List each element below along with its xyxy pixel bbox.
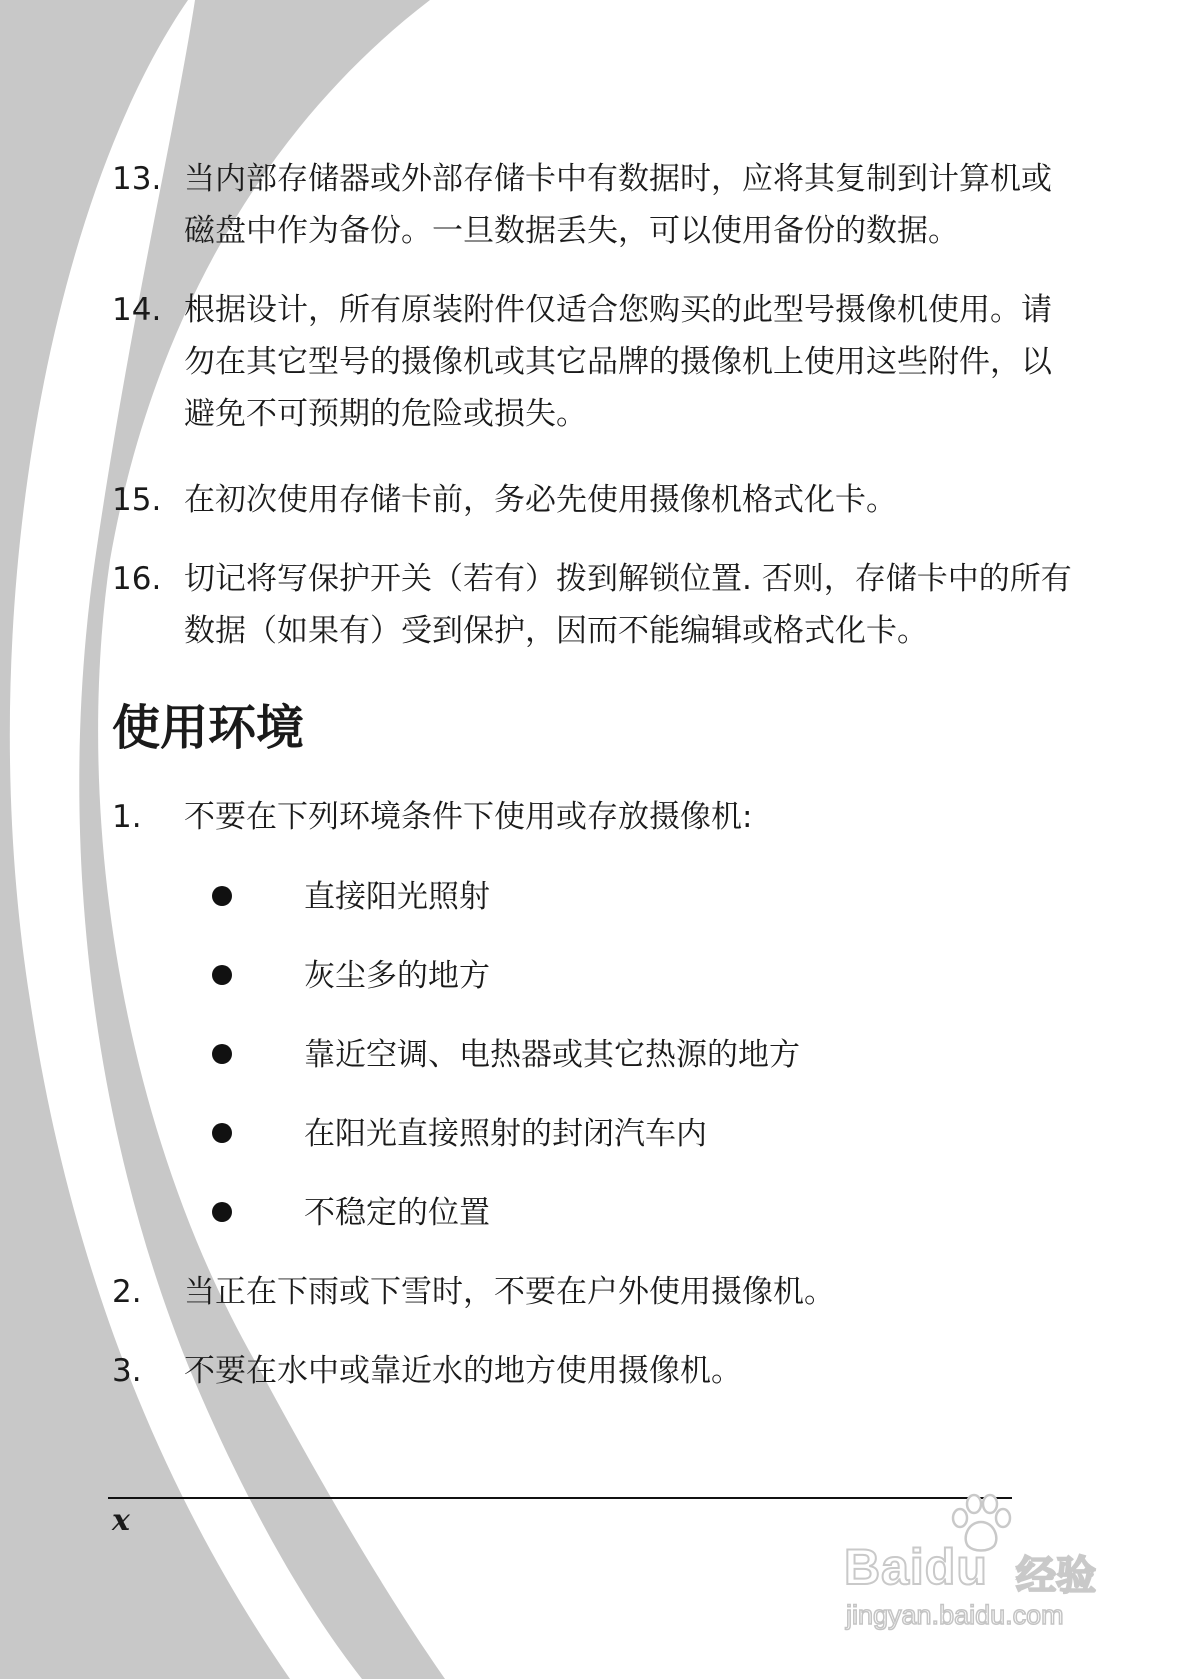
bullet-text: 在阳光直接照射的封闭汽车内 — [304, 1116, 707, 1152]
bullet-text: 靠近空调、电热器或其它热源的地方 — [304, 1037, 800, 1073]
item-number: 15. — [112, 482, 162, 518]
bullet-item — [212, 1108, 1012, 1160]
item-text: 当正在下雨或下雪时，不要在户外使用摄像机。 — [184, 1274, 835, 1310]
bullet-text: 直接阳光照射 — [304, 879, 490, 915]
page-number: x — [112, 1503, 130, 1538]
bullet-dot-icon — [212, 1044, 232, 1064]
bullet-item — [212, 1187, 1012, 1239]
watermark-brand: Baidu — [844, 1539, 988, 1595]
item-text: 当内部存储器或外部存储卡中有数据时，应将其复制到计算机或磁盘中作为备份。一旦数据丢失，可以使用备份的数据。 — [184, 161, 1052, 249]
item-text: 根据设计，所有原装附件仅适合您购买的此型号摄像机使用。请勿在其它型号的摄像机或其它品牌的摄像机上使用这些附件，以避免不可预期的危险或损失。 — [184, 292, 1052, 432]
list-item-16 — [112, 553, 1082, 657]
bullet-dot-icon — [212, 965, 232, 985]
item-text: 在初次使用存储卡前，务必先使用摄像机格式化卡。 — [184, 482, 897, 518]
item-number: 3. — [112, 1353, 142, 1389]
bullet-dot-icon — [212, 1123, 232, 1143]
section-heading: 使用环境 — [112, 700, 305, 756]
item-number: 1. — [112, 799, 142, 835]
item-number: 2. — [112, 1274, 142, 1310]
bullet-text: 不稳定的位置 — [304, 1195, 490, 1231]
bullet-text: 灰尘多的地方 — [304, 958, 490, 994]
list-item-14 — [112, 284, 1082, 440]
bullet-dot-icon — [212, 1202, 232, 1222]
bullet-item — [212, 1029, 1012, 1081]
watermark-url: jingyan.baidu.com — [846, 1600, 1064, 1630]
env-item-2 — [112, 1266, 1082, 1318]
item-number: 16. — [112, 561, 162, 597]
item-number: 13. — [112, 161, 162, 197]
env-item-3 — [112, 1345, 1082, 1397]
bullet-item — [212, 950, 1012, 1002]
bullet-dot-icon — [212, 886, 232, 906]
item-number: 14. — [112, 292, 162, 328]
list-item-13 — [112, 153, 1082, 257]
list-item-15 — [112, 474, 1082, 526]
item-text: 不要在水中或靠近水的地方使用摄像机。 — [184, 1353, 742, 1389]
env-item-1 — [112, 791, 1082, 843]
watermark-brand-cn: 经验 — [1016, 1553, 1096, 1599]
baidu-jingyan-watermark — [838, 1520, 1128, 1640]
item-text: 不要在下列环境条件下使用或存放摄像机: — [184, 799, 753, 835]
footer-rule — [108, 1497, 1012, 1499]
bullet-item — [212, 871, 1012, 923]
item-text: 切记将写保护开关（若有）拨到解锁位置. 否则，存储卡中的所有数据（如果有）受到保护，因而不能编辑或格式化卡。 — [184, 561, 1072, 649]
